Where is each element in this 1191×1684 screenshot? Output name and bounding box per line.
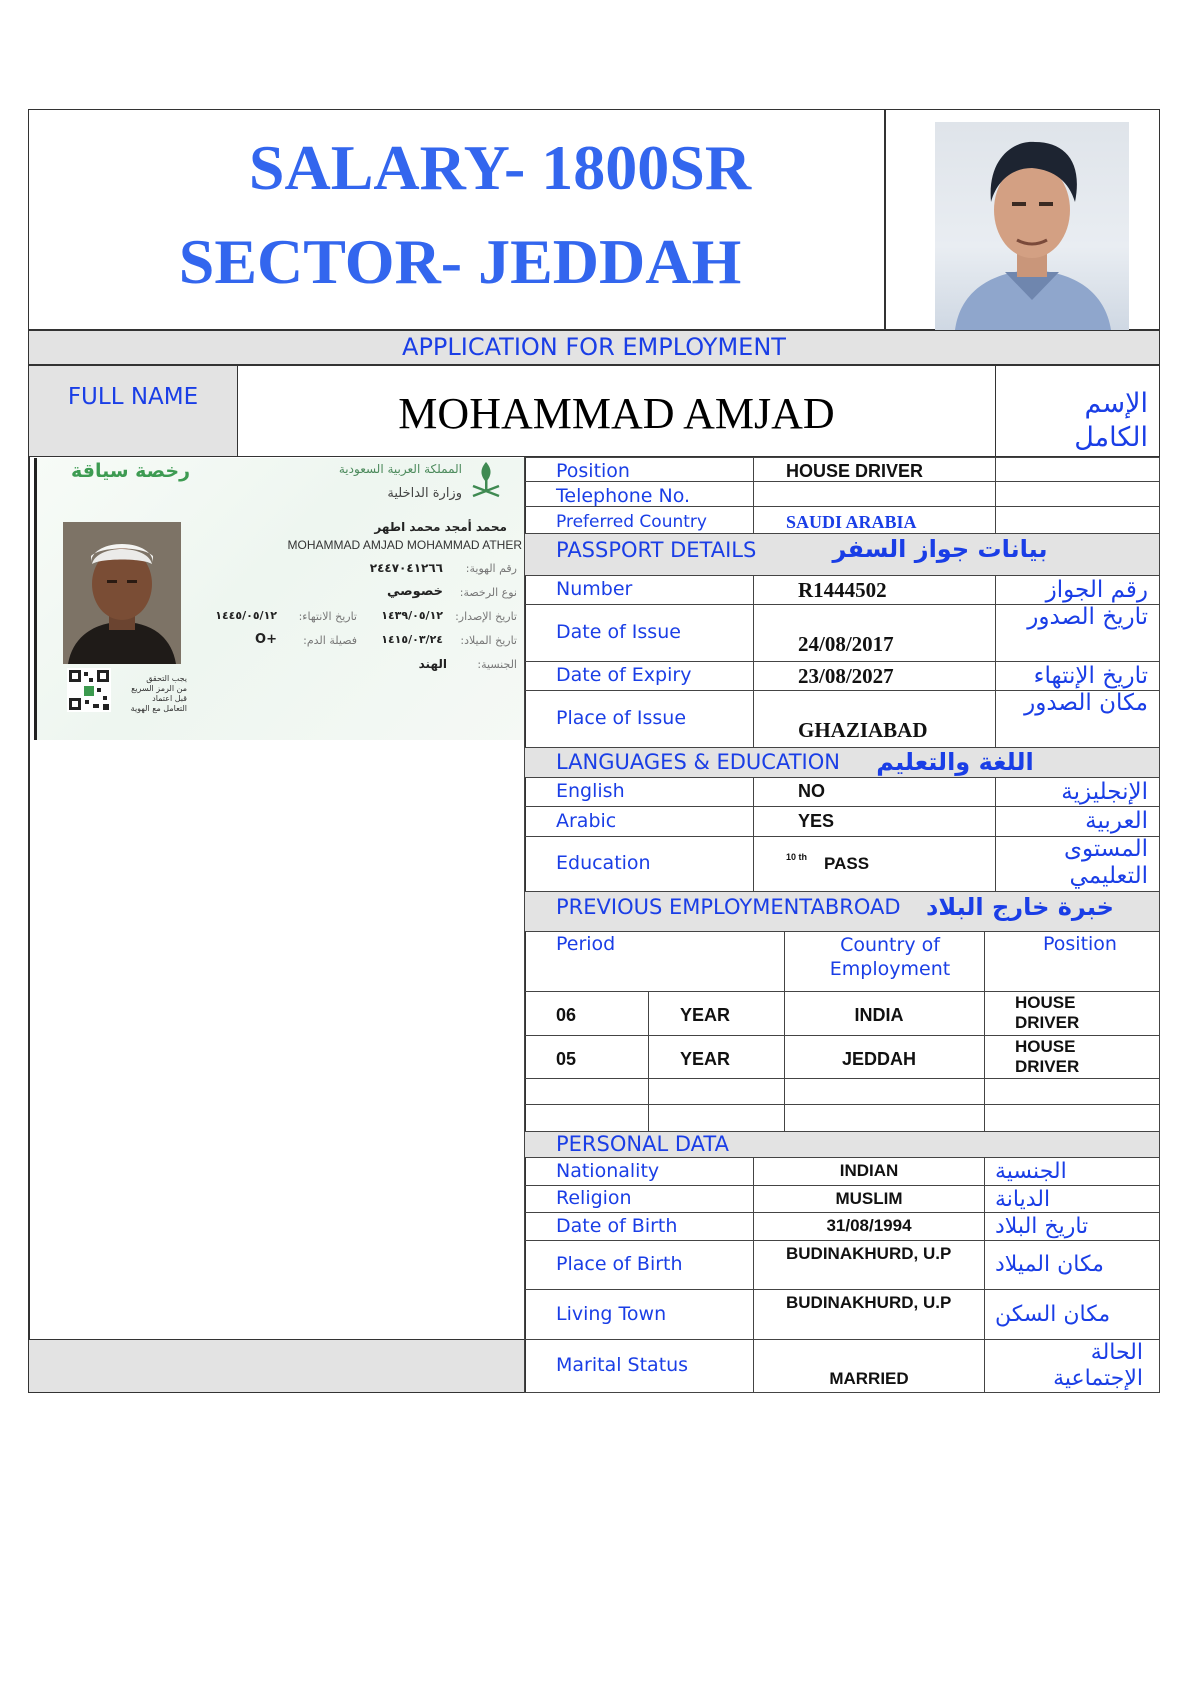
personal-section-title: PERSONAL DATA (556, 1132, 729, 1156)
language-row-value-cell (753, 777, 996, 807)
passport-section-title-ar: بيانات جواز السفر (832, 535, 1048, 563)
personal-row-value: INDIAN (839, 1161, 899, 1180)
emp-row-position: HOUSE DRIVER (1015, 993, 1080, 1032)
passport-row-value: R1444502 (798, 578, 887, 602)
preferred-country-value: SAUDI ARABIA (786, 512, 917, 532)
full-name-value: MOHAMMAD AMJAD (398, 389, 835, 438)
personal-row-value: MUSLIM (835, 1189, 903, 1208)
language-row-label: English (556, 780, 625, 802)
emp-row-num-cell (524, 991, 649, 1036)
personal-row-value: BUDINAKHURD, U.P (786, 1244, 952, 1263)
left-column-frame (28, 457, 30, 1393)
passport-row-label: Date of Issue (556, 621, 681, 643)
license-title-ar: رخصة سياقة (71, 460, 191, 482)
emp-row-num-cell (524, 1104, 649, 1132)
license-expiry-value: ١٤٤٥/٠٥/١٢ (215, 609, 277, 622)
position-row-extra (995, 457, 1160, 482)
emp-row-num-cell (524, 1078, 649, 1105)
position-label: Position (556, 460, 630, 482)
license-blood-label: فصيلة الدم: (303, 634, 357, 647)
emp-header-period: Period (556, 933, 616, 955)
language-row-value: YES (798, 810, 835, 831)
personal-row-label: Date of Birth (556, 1214, 678, 1237)
personal-row-label: Marital Status (556, 1354, 689, 1376)
license-nat-value: الهند (418, 657, 447, 671)
license-qr-note-2: من الرمز السريع (131, 684, 187, 693)
telephone-row-extra (995, 481, 1160, 507)
emp-row-num: 06 (556, 1005, 577, 1025)
license-qr-note-1: يجب التحقق (146, 674, 187, 683)
passport-row-value: GHAZIABAD (798, 718, 928, 742)
language-row-ar: الإنجليزية (1061, 779, 1148, 805)
personal-row-value: MARRIED (829, 1369, 909, 1388)
language-row-label: Arabic (556, 809, 617, 832)
emp-row-unit: YEAR (680, 1005, 731, 1025)
passport-row-ar: رقم الجواز (1045, 577, 1148, 603)
header-divider (884, 109, 886, 330)
emp-row-position: HOUSE DRIVER (1015, 1037, 1080, 1076)
license-type-value: خصوصي (386, 584, 443, 599)
language-row-value-cell (753, 836, 996, 892)
position-value: HOUSE DRIVER (786, 461, 924, 481)
photo-portrait-icon (935, 122, 1129, 330)
license-id-label: رقم الهوية: (465, 562, 517, 575)
emp-header-country: Country of Employment (829, 934, 951, 980)
language-row-value: NO (798, 781, 825, 801)
salary-heading: SALARY- 1800SR (248, 132, 752, 203)
language-row-ar: المستوى التعليمي (1063, 836, 1148, 889)
license-name-en: MOHAMMAD AMJAD MOHAMMAD ATHER (287, 538, 522, 552)
personal-row-label: Religion (556, 1187, 632, 1209)
emp-row-country: INDIA (854, 1005, 904, 1025)
license-dob-label: تاريخ الميلاد: (460, 634, 517, 647)
full-name-ar-2: الكامل (1074, 422, 1148, 453)
emp-header-position: Position (1043, 933, 1117, 955)
personal-row-ar: مكان الميلاد (995, 1252, 1104, 1277)
passport-row-label: Place of Issue (556, 707, 687, 729)
language-row-value: PASS (824, 854, 870, 873)
personal-row-ar: الجنسية (995, 1159, 1067, 1184)
passport-row-label: Number (556, 578, 633, 600)
personal-row-ar: مكان السكن (995, 1301, 1111, 1327)
license-portrait-icon (63, 522, 181, 664)
license-photo (63, 522, 181, 664)
license-kingdom-ar: المملكة العربية السعودية (338, 462, 462, 476)
language-row-value-cell (753, 806, 996, 837)
languages-section-title: LANGUAGES & EDUCATION (556, 750, 840, 774)
emp-row-position-cell (984, 1078, 1160, 1105)
personal-row-value: BUDINAKHURD, U.P (786, 1293, 952, 1312)
passport-row-ar: مكان الصدور (1024, 690, 1148, 716)
personal-row-value: 31/08/1994 (826, 1216, 912, 1235)
country-row-extra (995, 506, 1160, 534)
license-issue-value: ١٤٣٩/٠٥/١٢ (381, 609, 443, 622)
passport-row-value: 24/08/2017 (798, 632, 894, 656)
passport-row-label: Date of Expiry (556, 664, 692, 686)
personal-row-ar: الحالة الإجتماعية (1053, 1340, 1143, 1391)
emp-row-position-cell (984, 1104, 1160, 1132)
personal-row-ar: تاريخ البلاد (995, 1214, 1089, 1239)
emp-row-country-cell (784, 1104, 985, 1132)
license-issue-label: تاريخ الإصدار: (455, 610, 517, 623)
emp-row-num-cell (524, 1035, 649, 1079)
emp-row-unit-cell (648, 1078, 785, 1105)
left-bottom-grey (28, 1339, 526, 1393)
emp-row-country-cell (784, 1078, 985, 1105)
passport-row-value: 23/08/2027 (798, 664, 894, 688)
employment-section-title: PREVIOUS EMPLOYMENTABROAD (556, 895, 901, 919)
personal-row-label: Nationality (556, 1159, 660, 1182)
license-qr-icon (67, 668, 111, 712)
emp-row-unit-cell (648, 1104, 785, 1132)
telephone-row-value (753, 481, 996, 507)
license-type-label: نوع الرخصة: (459, 586, 517, 599)
passport-row-ar: تاريخ الصدور (1027, 604, 1148, 630)
language-row-label: Education (556, 852, 651, 874)
emp-row-country: JEDDAH (841, 1049, 916, 1069)
personal-row-label: Living Town (556, 1302, 667, 1325)
license-card (34, 458, 524, 740)
license-id-value: ٢٤٤٧٠٤١٢٦٦ (369, 561, 443, 575)
sector-heading: SECTOR- JEDDAH (178, 226, 742, 297)
license-emblem-icon (467, 460, 505, 500)
telephone-label: Telephone No. (556, 485, 691, 507)
license-ministry-ar: وزارة الداخلية (387, 486, 462, 501)
license-nat-label: الجنسية: (477, 658, 517, 671)
passport-section-title: PASSPORT DETAILS (556, 538, 757, 562)
personal-row-label: Place of Birth (556, 1253, 683, 1275)
license-dob-value: ١٤١٥/٠٣/٢٤ (381, 633, 443, 646)
education-level-sup: 10 th (786, 852, 808, 862)
emp-row-unit: YEAR (680, 1049, 731, 1069)
employment-section-title-ar: خبرة خارج البلاد (926, 893, 1114, 921)
personal-row-ar: الديانة (995, 1187, 1051, 1212)
passport-row-ar: تاريخ الإنتهاء (1033, 663, 1148, 689)
license-qr-note-4: التعامل مع الهوية (130, 704, 187, 713)
license-blood-value: O+ (255, 632, 277, 647)
license-qr-note-3: قبل اعتماد (152, 694, 187, 703)
license-name-ar: محمد أمجد محمد اطهر (374, 520, 507, 534)
full-name-label-cell (28, 365, 238, 457)
full-name-ar-1: الإسم (1084, 388, 1148, 419)
form-title: APPLICATION FOR EMPLOYMENT (402, 333, 786, 361)
emp-row-num: 05 (556, 1049, 577, 1069)
languages-section-title-ar: اللغة والتعليم (876, 748, 1034, 776)
applicant-photo (935, 122, 1129, 330)
language-row-ar: العربية (1085, 808, 1148, 834)
license-expiry-label: تاريخ الانتهاء: (298, 610, 357, 623)
preferred-country-label: Preferred Country (556, 512, 707, 532)
full-name-label: FULL NAME (67, 384, 199, 410)
